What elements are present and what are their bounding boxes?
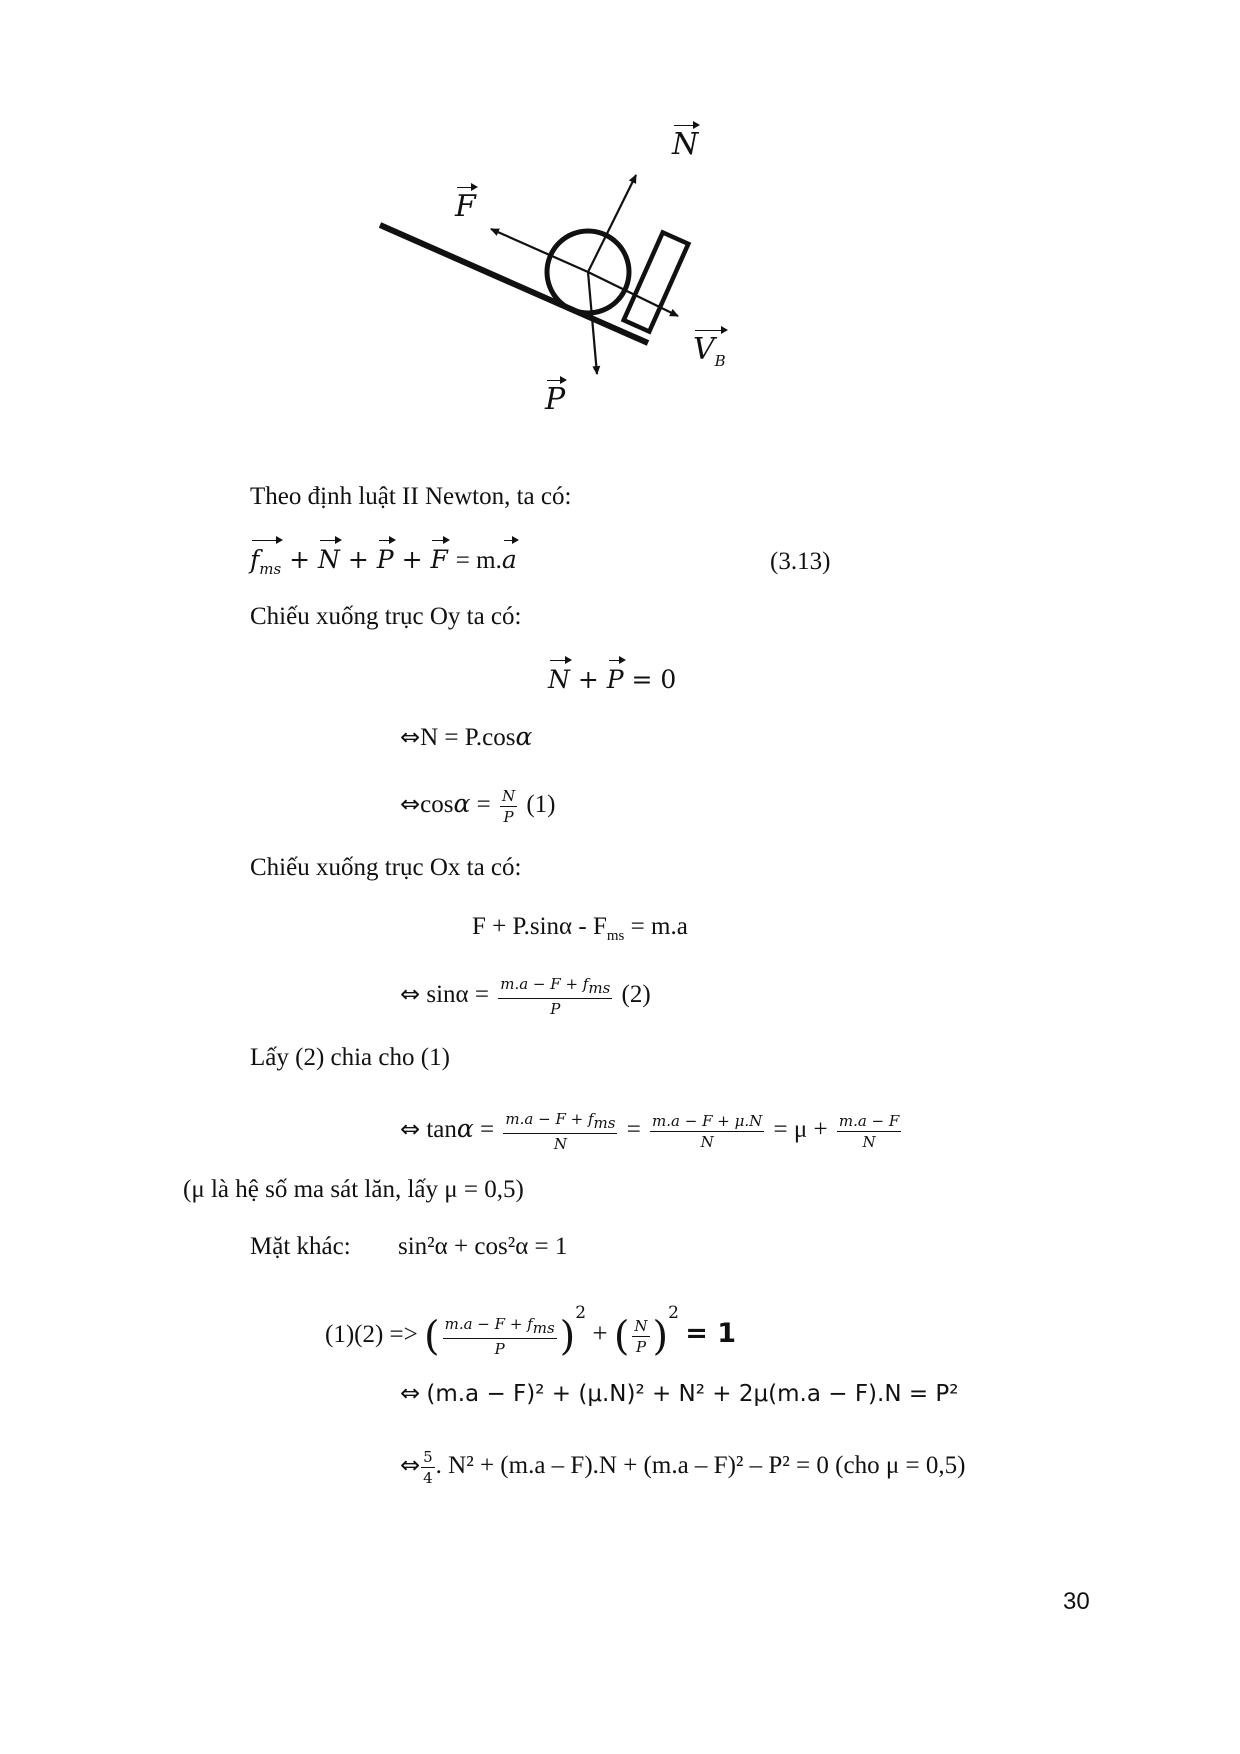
equation-3-13: $f_{ms} + N + P + F = m.a$ [250,545,517,584]
oy-equation: N + P = 0 [548,665,677,694]
divide-text: Lấy (2) chia cho (1) [250,1044,450,1071]
tan-equation: ⇔ tanα = $\frac{m.a - F + f_{ms}}{N}$ = $\frac{m.a - F + \mu.N}{N}$ = μ + $\frac{m.a - F}{N}$ [400,1110,900,1153]
block-rect [624,232,689,331]
label-n: N [672,127,699,162]
project-oy: Chiếu xuống trục Oy ta có: [250,603,522,630]
project-ox: Chiếu xuống trục Ox ta có: [250,854,522,881]
mu-note: (μ là hệ số ma sát lăn, lấy μ = 0,5) [183,1176,524,1203]
incline-surface [380,225,648,343]
cos-equation: ⇔cosα = $\frac{N}{P}$ (1) [400,787,556,826]
n-equation: ⇔N = P.cosα [400,722,533,751]
pythagorean-identity: sin²α + cos²α = 1 [398,1233,568,1260]
other-hand: Mặt khác: [250,1233,351,1260]
combined-equation: (1)(2) => ( $\frac{m.a - F + f_{ms}}{P}$ )$^2$ + ( $\frac{N}{P}$ )$^2$ = 1 [325,1303,737,1360]
force-diagram [0,0,1240,430]
equation-number: (3.13) [770,548,831,575]
expanded-equation: ⇔ (m.a − F)² + (μ.N)² + N² + 2μ(m.a − F).N = P² [400,1379,959,1407]
sin-equation: ⇔ sinα = $\frac{m.a - F + f_{ms}}{P}$ (2) [400,975,651,1018]
label-p: P [545,382,566,417]
label-vb: $V_B$ [693,335,726,376]
page-number: 30 [1063,1588,1090,1615]
newton-intro: Theo định luật II Newton, ta có: [250,483,572,510]
label-f: F [455,189,476,224]
ox-equation: $F + P.\sin\alpha - F_{ms} = m.a$ [472,913,688,944]
final-equation: ⇔ $\frac{5}{4}$ . N² + (m.a – F).N + (m.a – F)² – P² = 0 (cho μ = 0,5) [400,1448,966,1487]
